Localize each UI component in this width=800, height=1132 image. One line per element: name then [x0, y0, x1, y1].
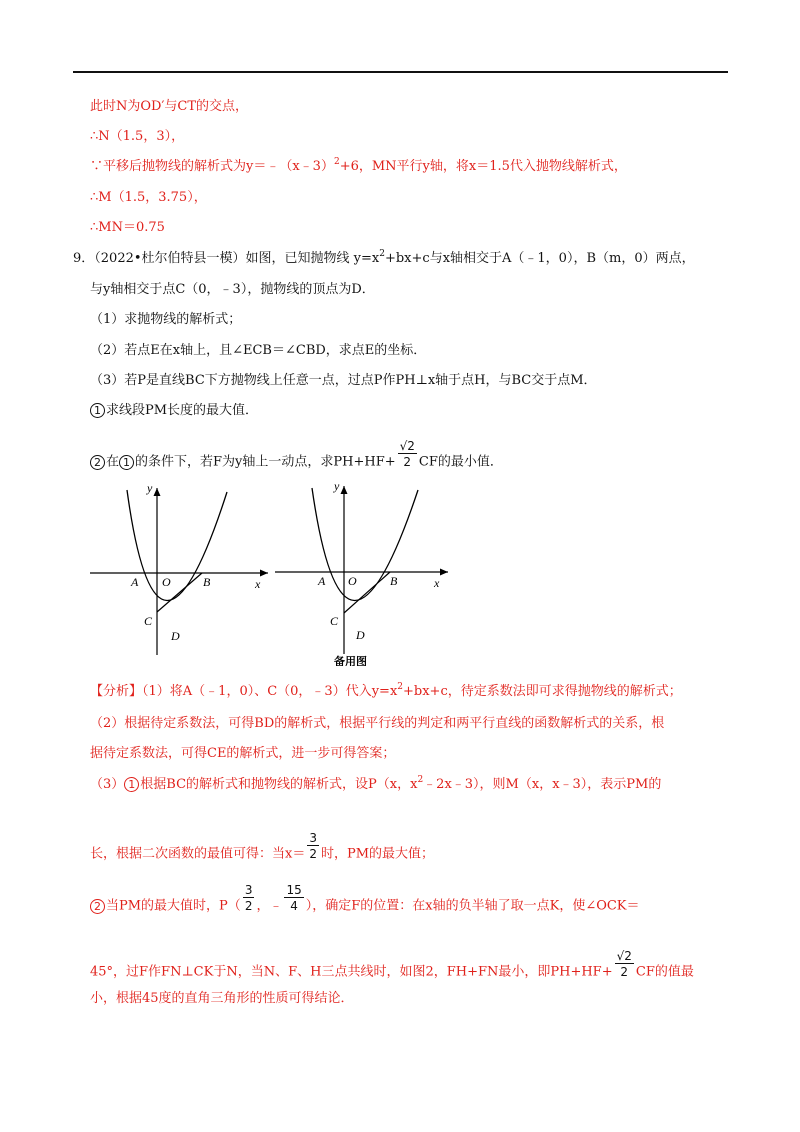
circled-number: 2 [90, 899, 105, 914]
fig1-label-o: O [162, 575, 171, 589]
fig2-label-d: D [356, 628, 365, 642]
fraction: $\frac{√2}{2}$ [616, 949, 632, 979]
fig2-label-a: A [318, 574, 326, 588]
fraction: $\frac{3}{2}$ [244, 883, 253, 913]
solution-line-5: ∴MN＝0.75 [90, 220, 165, 235]
fig1-label-c: C [144, 614, 153, 628]
fig1-label-a: A [131, 575, 139, 589]
question-line-2: 与y轴相交于点C（0，﹣3），抛物线的顶点为D． [90, 282, 375, 297]
fig1-label-y: y [147, 481, 153, 495]
analysis-line-7: 45°，过F作FN⊥CK于N，当N、F、H三点共线时，如图2，FH+FN最小，即PH+HF+ $\frac{√2}{2}$ CF的值最 [90, 949, 694, 980]
analysis-line-5: 长，根据二次函数的最值可得：当x＝ $\frac{3}{2}$ 时，PM的最大值； [90, 831, 435, 862]
fig2-label-x: x [434, 576, 440, 590]
solution-line-2: ∴N（1.5，3）， [90, 129, 185, 144]
figure-1 [85, 480, 275, 660]
analysis-line-6: 2 当PM的最大值时，P（ $\frac{3}{2}$ ，﹣ $\frac{15}{4}$ ），确定F的位置：在x轴的负半轴了取一点K，使∠OCK＝ [90, 892, 640, 920]
fig2-label-c: C [330, 614, 339, 628]
circled-number: 1 [124, 777, 139, 792]
figure-2 [270, 476, 460, 666]
solution-line-3: ∵平移后抛物线的解析式为y＝﹣（x﹣3）$^2$+6，MN平行y轴，将x＝1.5代入抛物线解析式， [90, 156, 627, 174]
analysis-line-8: 小，根据45度的直角三角形的性质可得结论． [90, 991, 354, 1006]
fraction: $\frac{15}{4}$ [286, 883, 302, 913]
question-part-3: （3）若P是直线BC下方抛物线上任意一点，过点P作PH⊥x轴于点H，与BC交于点M． [90, 373, 597, 388]
analysis-line-1: 【分析】（1）将A（﹣1，0）、C（0，﹣3）代入$y=x^2+bx+c$，待定系数法即可求得抛物线的解析式； [90, 681, 682, 699]
fig2-label-b: B [390, 574, 398, 588]
question-sub-2: 2 在 1 的条件下，若F为y轴上一动点，求PH+HF+ $\frac{√2}{2}$ CF的最小值． [90, 448, 503, 476]
circled-number: 1 [90, 403, 105, 418]
question-line-1: 9．（2022•杜尔伯特县一模）如图，已知抛物线 $y=x^2+bx+c$与x轴相交于A（﹣1，0），B（m，0）两点， [73, 248, 695, 266]
question-number: 9． [73, 251, 95, 266]
header-rule [73, 71, 728, 73]
analysis-line-4: （3） 1 根据BC的解析式和抛物线的解析式，设P（x，$x^2﹣2x﹣3$），则M（x，x﹣3），表示PM的 [90, 774, 662, 792]
fig2-label-y: y [334, 479, 340, 493]
fig1-label-d: D [171, 629, 180, 643]
solution-line-1: 此时N为OD′与CT的交点， [90, 99, 249, 114]
fig1-label-x: x [255, 577, 261, 591]
analysis-tag: 【分析】 [90, 684, 143, 699]
solution-line-4: ∴M（1.5，3.75）， [90, 190, 207, 205]
question-part-2: （2）若点E在x轴上，且∠ECB＝∠CBD，求点E的坐标． [90, 343, 427, 358]
analysis-line-3: 据待定系数法，可得CE的解析式，进一步可得答案； [90, 746, 396, 761]
fraction: $\frac{3}{2}$ [309, 831, 317, 861]
fig2-caption: 备用图 [334, 655, 367, 666]
circled-number: 1 [119, 455, 134, 470]
analysis-line-2: （2）根据待定系数法，可得BD的解析式，根据平行线的判定和两平行直线的函数解析式的关系，根 [90, 716, 665, 731]
fraction: $\frac{√2}{2}$ [399, 439, 415, 469]
question-sub-1: 1 求线段PM长度的最大值． [90, 402, 258, 420]
circled-number: 2 [90, 455, 105, 470]
question-part-1: （1）求抛物线的解析式； [90, 312, 242, 327]
fig1-label-b: B [203, 575, 211, 589]
fig2-label-o: O [348, 574, 357, 588]
